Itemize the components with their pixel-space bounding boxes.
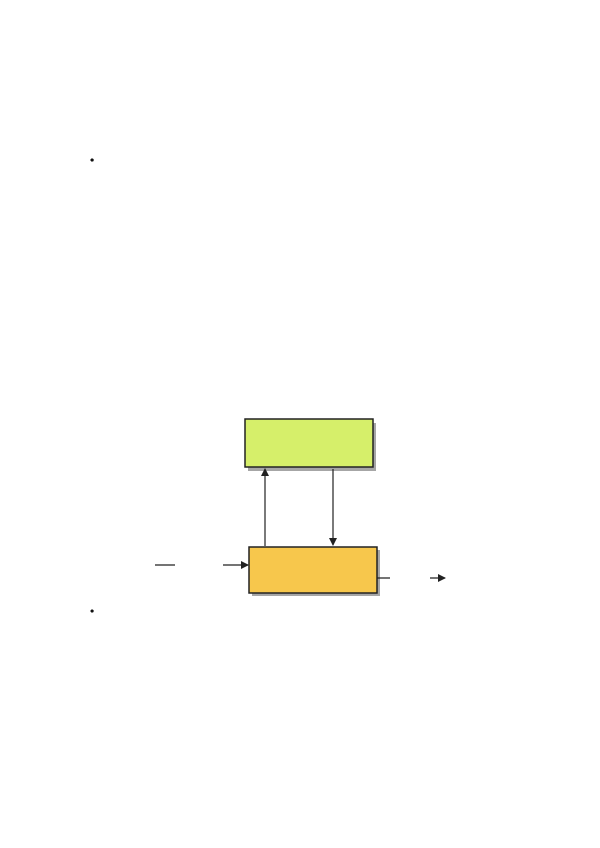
sistema-fisico-box	[249, 547, 377, 593]
salidas-label-bg	[390, 571, 430, 583]
sistema-directivo-box	[245, 419, 373, 467]
entradas-label-bg	[175, 557, 223, 569]
